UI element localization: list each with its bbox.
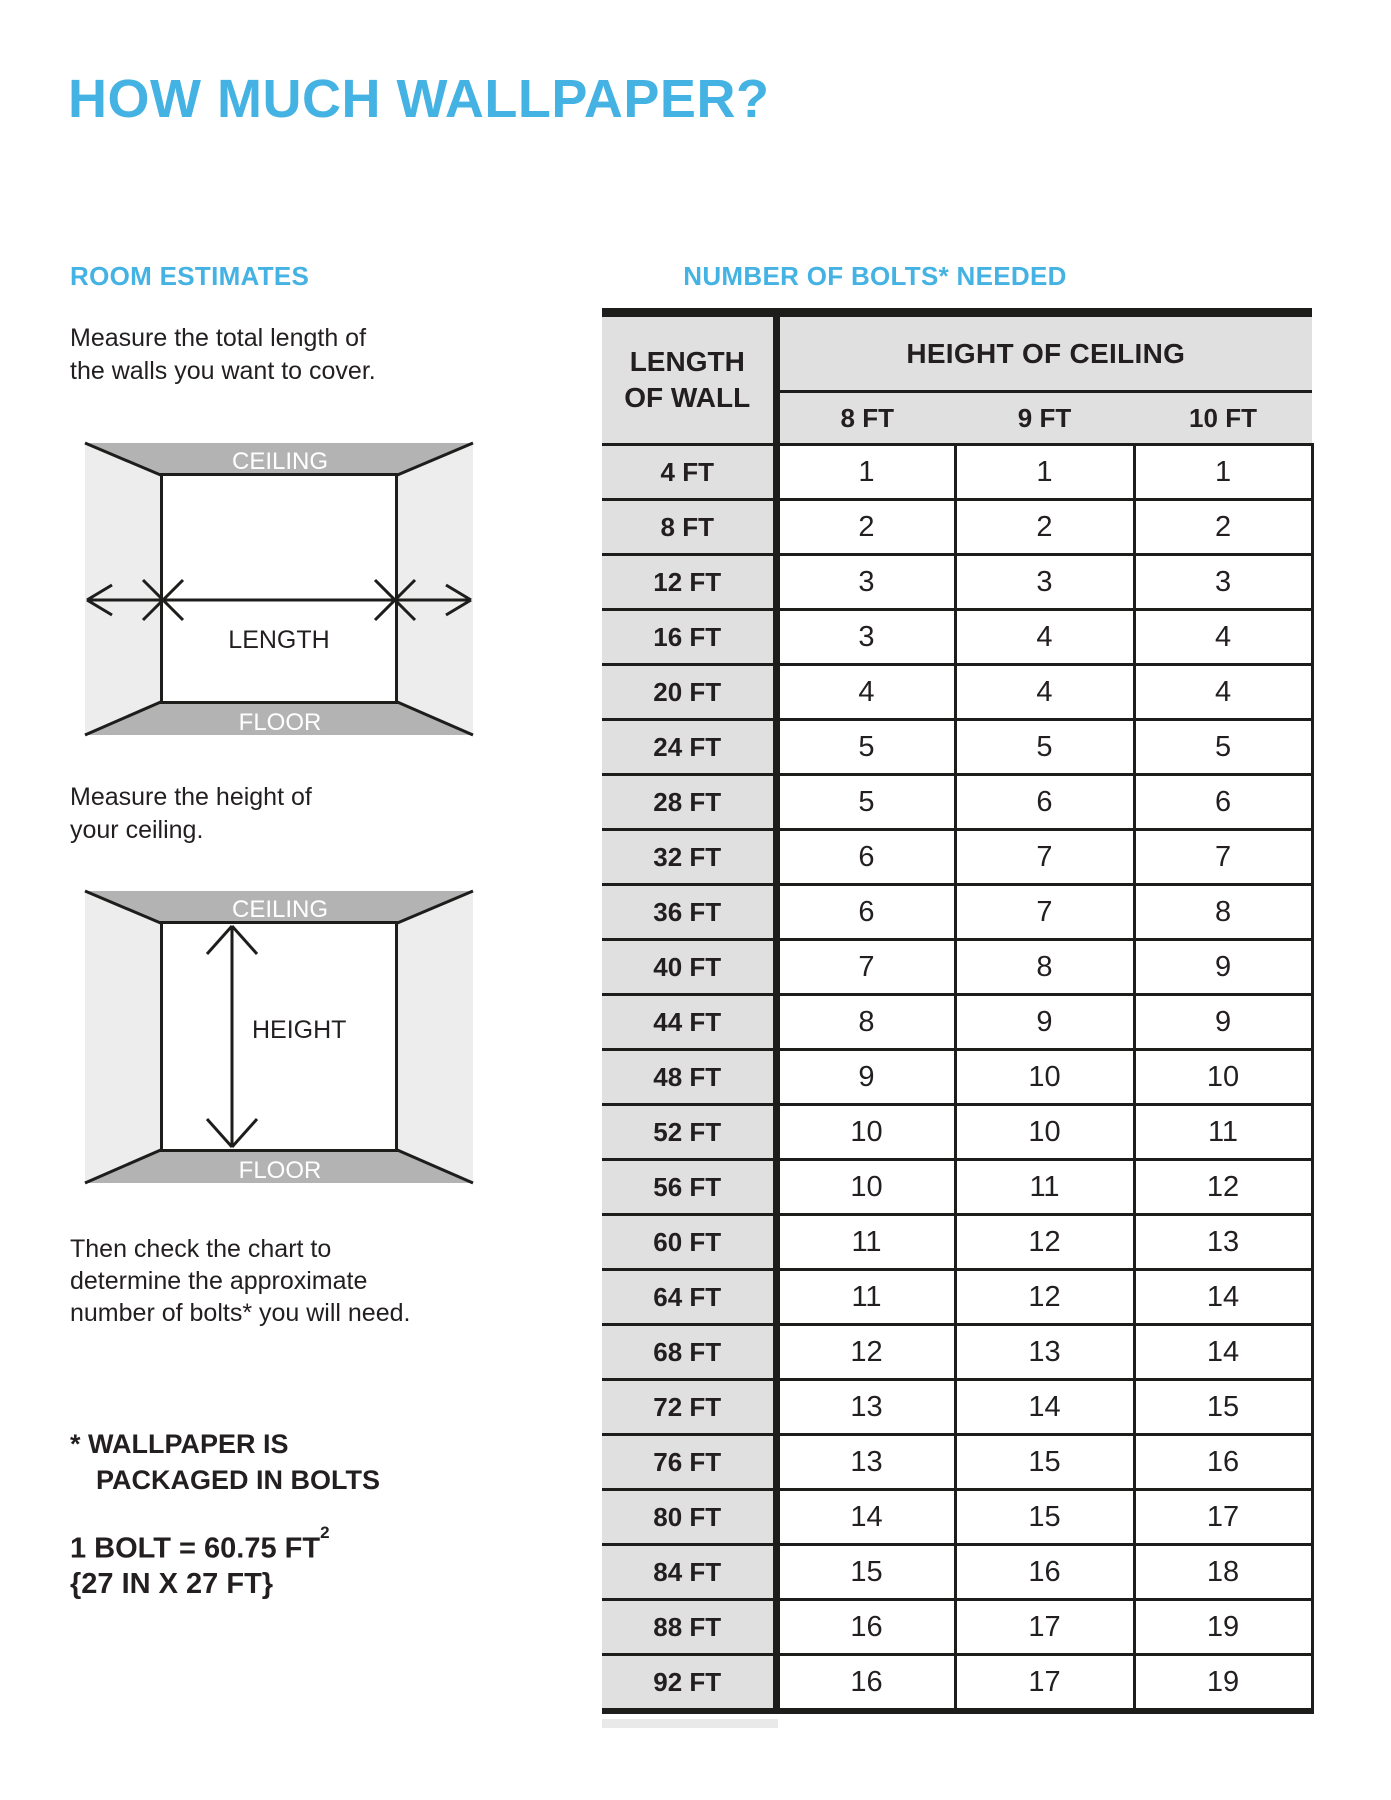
value-cell: 16	[776, 1655, 955, 1712]
value-cell: 19	[1134, 1655, 1312, 1712]
value-cell: 10	[776, 1105, 955, 1160]
value-cell: 4	[955, 610, 1134, 665]
value-cell: 5	[776, 775, 955, 830]
table-row	[602, 1380, 1312, 1435]
table-bottom-stub	[602, 1719, 778, 1728]
height-label: HEIGHT	[252, 1016, 347, 1044]
value-cell: 14	[776, 1490, 955, 1545]
row-label-cell: 36 FT	[602, 885, 776, 940]
footnote-line2: PACKAGED IN BOLTS	[96, 1465, 381, 1495]
value-cell: 6	[955, 775, 1134, 830]
table-row	[602, 1545, 1312, 1600]
value-cell: 8	[955, 940, 1134, 995]
value-cell: 11	[955, 1160, 1134, 1215]
table-row	[602, 995, 1312, 1050]
value-cell: 13	[776, 1380, 955, 1435]
value-cell: 11	[776, 1215, 955, 1270]
height-of-ceiling-header: HEIGHT OF CEILING	[776, 313, 1312, 392]
value-cell: 10	[1134, 1050, 1312, 1105]
table-row	[602, 1160, 1312, 1215]
value-cell: 17	[1134, 1490, 1312, 1545]
table-row	[602, 1105, 1312, 1160]
value-cell: 7	[955, 885, 1134, 940]
row-label-cell: 44 FT	[602, 995, 776, 1050]
value-cell: 10	[955, 1050, 1134, 1105]
table-row	[602, 1050, 1312, 1105]
table-row	[602, 610, 1312, 665]
bolt-equation: 1 BOLT = 60.75 $FT^2$	[70, 1523, 330, 1565]
row-label-cell: 12 FT	[602, 555, 776, 610]
value-cell: 13	[955, 1325, 1134, 1380]
value-cell: 9	[955, 995, 1134, 1050]
value-cell: 2	[1134, 500, 1312, 555]
table-row	[602, 940, 1312, 995]
step3-text	[70, 1233, 410, 1329]
value-cell: 1	[776, 445, 955, 500]
table-row	[602, 1655, 1312, 1712]
row-label-cell: 92 FT	[602, 1655, 776, 1712]
value-cell: 9	[776, 1050, 955, 1105]
value-cell: 13	[1134, 1215, 1312, 1270]
step3-line1: Then check the chart to	[70, 1235, 332, 1263]
table-row	[602, 775, 1312, 830]
corner-line2: OF WALL	[624, 382, 751, 413]
value-cell: 6	[1134, 775, 1312, 830]
value-cell: 16	[1134, 1435, 1312, 1490]
row-label-cell: 48 FT	[602, 1050, 776, 1105]
value-cell: 6	[776, 830, 955, 885]
bolts-table	[602, 308, 1314, 1714]
value-cell: 14	[955, 1380, 1134, 1435]
table-row	[602, 665, 1312, 720]
page-title: HOW MUCH WALLPAPER?	[68, 69, 770, 129]
value-cell: 4	[955, 665, 1134, 720]
value-cell: 2	[955, 500, 1134, 555]
value-cell: 6	[776, 885, 955, 940]
value-cell: 14	[1134, 1270, 1312, 1325]
value-cell: 3	[776, 610, 955, 665]
back-wall	[162, 475, 397, 703]
value-cell: 12	[1134, 1160, 1312, 1215]
ceiling-label: CEILING	[231, 896, 329, 923]
value-cell: 9	[1134, 940, 1312, 995]
bolt-table-body	[602, 445, 1312, 1712]
step2-line2: your ceiling.	[70, 816, 204, 844]
step1-text	[70, 322, 376, 388]
table-row	[602, 720, 1312, 775]
row-label-cell: 68 FT	[602, 1325, 776, 1380]
wallpaper-footnote	[70, 1426, 380, 1498]
bolt-dimensions: {27 IN X 27 FT}	[70, 1567, 274, 1600]
table-row	[602, 1325, 1312, 1380]
column-header-9ft: 9 FT	[955, 392, 1134, 445]
value-cell: 7	[776, 940, 955, 995]
value-cell: 14	[1134, 1325, 1312, 1380]
row-label-cell: 16 FT	[602, 610, 776, 665]
ceiling-label: CEILING	[231, 448, 329, 475]
value-cell: 17	[955, 1600, 1134, 1655]
value-cell: 4	[776, 665, 955, 720]
step1-line2: the walls you want to cover.	[70, 357, 376, 385]
row-label-cell: 84 FT	[602, 1545, 776, 1600]
row-label-cell: 8 FT	[602, 500, 776, 555]
row-label-cell: 76 FT	[602, 1435, 776, 1490]
value-cell: 11	[1134, 1105, 1312, 1160]
table-row	[602, 500, 1312, 555]
value-cell: 12	[776, 1325, 955, 1380]
row-label-cell: 28 FT	[602, 775, 776, 830]
value-cell: 9	[1134, 995, 1312, 1050]
table-row	[602, 1270, 1312, 1325]
corner-header-cell	[602, 313, 776, 445]
length-label: LENGTH	[228, 626, 330, 654]
bolt-size-info	[70, 1524, 330, 1602]
value-cell: 17	[955, 1655, 1134, 1712]
row-label-cell: 56 FT	[602, 1160, 776, 1215]
value-cell: 7	[955, 830, 1134, 885]
row-label-cell: 40 FT	[602, 940, 776, 995]
footnote-line1: * WALLPAPER IS	[70, 1429, 289, 1459]
row-label-cell: 80 FT	[602, 1490, 776, 1545]
value-cell: 12	[955, 1270, 1134, 1325]
table-row	[602, 1215, 1312, 1270]
step2-text	[70, 781, 312, 847]
value-cell: 4	[1134, 610, 1312, 665]
value-cell: 10	[776, 1160, 955, 1215]
value-cell: 1	[955, 445, 1134, 500]
step1-line1: Measure the total length of	[70, 324, 367, 352]
value-cell: 5	[955, 720, 1134, 775]
table-row	[602, 445, 1312, 500]
value-cell: 16	[955, 1545, 1134, 1600]
value-cell: 19	[1134, 1600, 1312, 1655]
value-cell: 12	[955, 1215, 1134, 1270]
value-cell: 15	[955, 1435, 1134, 1490]
value-cell: 5	[1134, 720, 1312, 775]
table-row	[602, 1490, 1312, 1545]
value-cell: 5	[776, 720, 955, 775]
step3-line3: number of bolts* you will need.	[70, 1299, 411, 1327]
table-group-header-row	[602, 313, 1312, 392]
corner-line1: LENGTH	[629, 346, 745, 377]
table-row	[602, 1435, 1312, 1490]
row-label-cell: 4 FT	[602, 445, 776, 500]
value-cell: 3	[1134, 555, 1312, 610]
table-row	[602, 1600, 1312, 1655]
value-cell: 3	[955, 555, 1134, 610]
room-height-diagram	[80, 886, 478, 1188]
value-cell: 1	[1134, 445, 1312, 500]
room-estimates-heading: ROOM ESTIMATES	[70, 261, 310, 291]
value-cell: 8	[1134, 885, 1312, 940]
value-cell: 2	[776, 500, 955, 555]
floor-label: FLOOR	[238, 1157, 322, 1184]
table-row	[602, 885, 1312, 940]
value-cell: 3	[776, 555, 955, 610]
table-row	[602, 830, 1312, 885]
right-wall	[395, 891, 473, 1183]
squared-superscript: 2	[320, 1523, 330, 1542]
row-label-cell: 32 FT	[602, 830, 776, 885]
left-wall	[85, 891, 163, 1183]
value-cell: 8	[776, 995, 955, 1050]
value-cell: 7	[1134, 830, 1312, 885]
bolts-needed-heading: NUMBER OF BOLTS* NEEDED	[683, 261, 1067, 291]
value-cell: 15	[1134, 1380, 1312, 1435]
value-cell: 16	[776, 1600, 955, 1655]
value-cell: 18	[1134, 1545, 1312, 1600]
value-cell: 15	[776, 1545, 955, 1600]
step3-line2: determine the approximate	[70, 1267, 368, 1295]
floor-label: FLOOR	[238, 709, 322, 736]
table-row	[602, 555, 1312, 610]
row-label-cell: 60 FT	[602, 1215, 776, 1270]
value-cell: 4	[1134, 665, 1312, 720]
row-label-cell: 20 FT	[602, 665, 776, 720]
row-label-cell: 52 FT	[602, 1105, 776, 1160]
column-header-8ft: 8 FT	[776, 392, 955, 445]
step2-line1: Measure the height of	[70, 783, 312, 811]
room-length-diagram	[80, 438, 478, 740]
value-cell: 15	[955, 1490, 1134, 1545]
row-label-cell: 72 FT	[602, 1380, 776, 1435]
value-cell: 10	[955, 1105, 1134, 1160]
column-header-10ft: 10 FT	[1134, 392, 1312, 445]
value-cell: 13	[776, 1435, 955, 1490]
row-label-cell: 88 FT	[602, 1600, 776, 1655]
value-cell: 11	[776, 1270, 955, 1325]
row-label-cell: 64 FT	[602, 1270, 776, 1325]
row-label-cell: 24 FT	[602, 720, 776, 775]
